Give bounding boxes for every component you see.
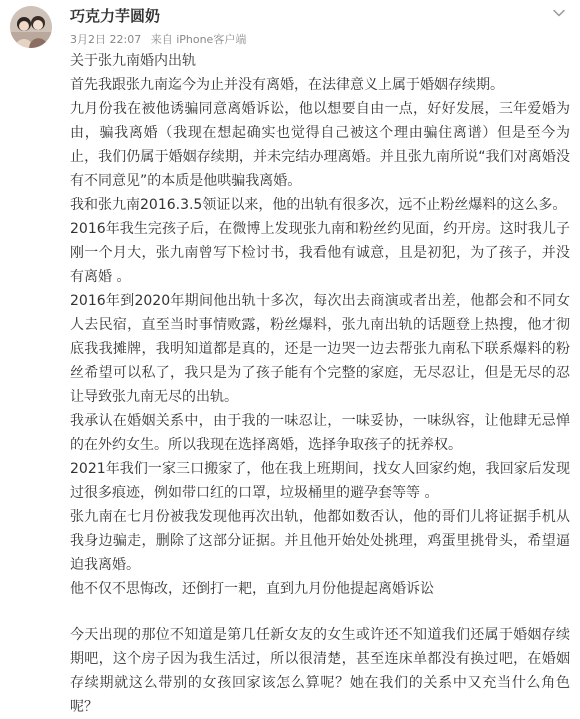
post-paragraph: 张九南在七月份被我发现他再次出轨，他都如数否认，他的哥们儿将证据手机从我身边骗走，删除了这部分证据。并且他开始处处挑理，鸡蛋里挑骨头，希望逼迫我离婚。 [70, 509, 570, 573]
username[interactable]: 巧克力芋圆奶 [70, 7, 161, 25]
chevron-down-icon[interactable] [552, 6, 566, 20]
post-paragraph: 首先我跟张九南迄今为止并没有离婚，在法律意义上属于婚姻存续期。 [70, 77, 504, 93]
post-header [0, 0, 580, 52]
post-paragraph: 九月份我在被他诱骗同意离婚诉讼，他以想要自由一点，好好发展，三年爱婚为由，骗我离婚（我现在想起确实也觉得自己被这个理由骗住离谱）但是至今为止，我们仍属于婚姻存续期，并未完结办理离婚。并且张九南所说“我们对离婚没有不同意见”的本质是他哄骗我离婚。 [70, 101, 570, 189]
post-paragraph: 2021年我们一家三口搬家了，他在我上班期间，找女人回家约炮，我回家后发现过很多痕迹，例如带口红的口罩，垃圾桶里的避孕套等等 。 [70, 461, 570, 501]
post-paragraph: 2016年到2020年期间他出轨十多次，每次出去商演或者出差，他都会和不同女人去民宿，直至当时事情败露，粉丝爆料，张九南出轨的话题登上热搜，他才彻底我我摊牌，我明知道都是真的，还是一边哭一边去帮张九南私下联系爆料的粉丝希望可以私了，我只是为了孩子能有个完整的家庭，无尽忍让，但是无尽的忍让导致张九南无尽的出轨。 [70, 293, 570, 405]
post-date: 3月2日 22:07 [70, 33, 142, 46]
post-paragraph: 2016年我生完孩子后，在微博上发现张九南和粉丝约见面，约开房。这时我儿子刚一个月大，张九南曾写下检讨书，我看他有诚意，且是初犯，为了孩子，并没有离婚 。 [70, 221, 570, 285]
post-meta [70, 31, 246, 47]
post-paragraph: 今天出现的那位不知道是第几任新女友的女生或许还不知道我们还属于婚姻存续期吧，这个房子因为我生活过，所以很清楚，甚至连床单都没有换过吧，在婚姻存续期就这么带别的女孩回家该怎么算呢？她在我们的关系中又充当什么角色呢？ [70, 627, 570, 715]
post-paragraph: 他不仅不思悔改，还倒打一耙，直到九月份他提起离婚诉讼 [70, 581, 434, 597]
avatar-photo-icon [10, 6, 52, 48]
post-paragraph: 我承认在婚姻关系中，由于我的一味忍让，一味妥协，一味纵容，让他肆无忌惮的在外约女生。所以我现在选择离婚，选择争取孩子的抚养权。 [70, 413, 570, 453]
post-title: 关于张九南婚内出轨 [70, 53, 196, 69]
post-paragraph: 我和张九南2016.3.5领证以来，他的出轨有很多次，远不止粉丝爆料的这么多。 [70, 197, 567, 213]
avatar[interactable] [10, 6, 52, 48]
post-source: 来自 iPhone客户端 [150, 33, 247, 46]
post-body [70, 49, 570, 719]
